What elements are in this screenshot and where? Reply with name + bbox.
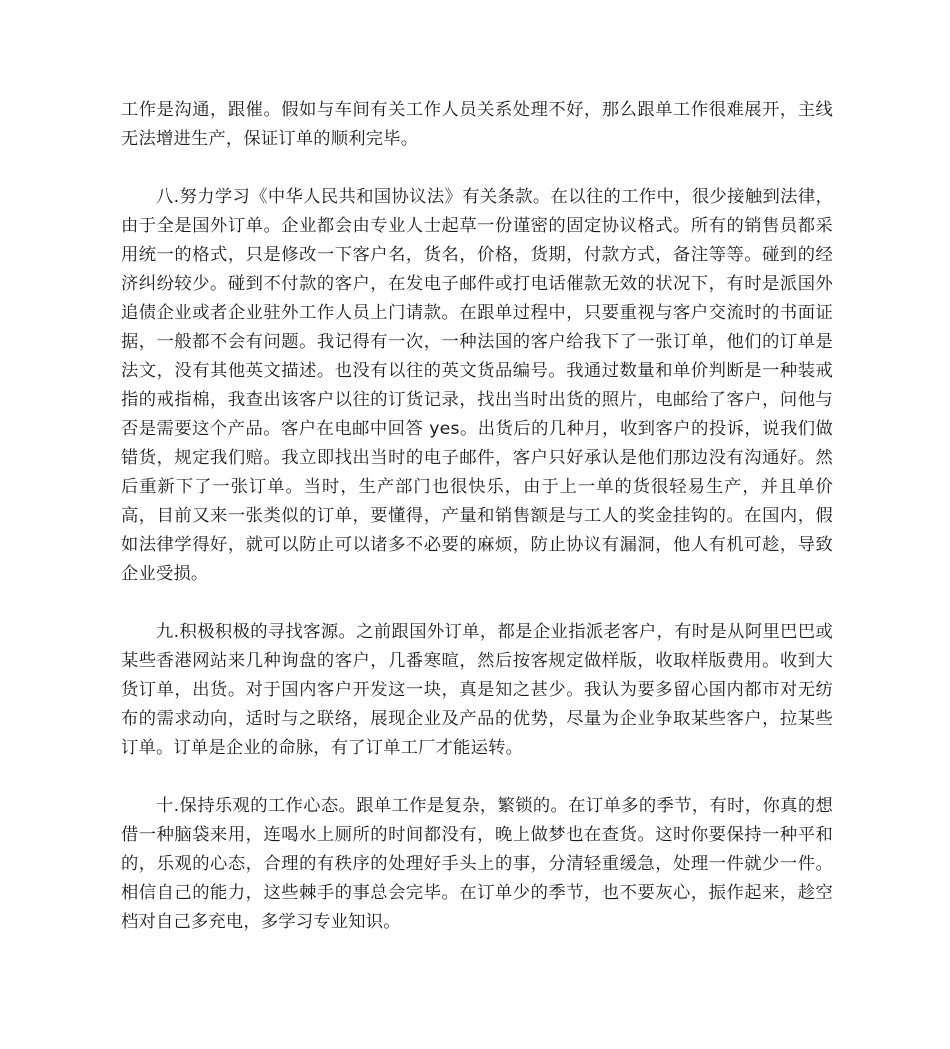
paragraph-item-10: 十.保持乐观的工作心态。跟单工作是复杂，繁锁的。在订单多的季节，有时，你真的想借一种脑袋来用，连喝水上厕所的时间都没有，晚上做梦也在查货。这时你要保持一种平和的，乐观的心态，合理的有秩序的处理好手头上的事，分清轻重缓急，处理一件就少一件。相信自己的能力，这些棘手的事总会完毕。在订单少的季节，也不要灰心，振作起来，趁空档对自己多充电，多学习专业知识。 — [121, 796, 833, 932]
paragraph-continuation: 工作是沟通，跟催。假如与车间有关工作人员关系处理不好，那么跟单工作很难展开，主线无法增进生产，保证订单的顺利完毕。 — [121, 100, 833, 149]
document-page — [121, 96, 833, 966]
paragraph-item-9: 九.积极积极的寻找客源。之前跟国外订单，都是企业指派老客户，有时是从阿里巴巴或某些香港网站来几种询盘的客户，几番寒暄，然后按客规定做样版，收取样版费用。收到大货订单，出货。对于国内客户开发这一块，真是知之甚少。我认为要多留心国内都市对无纺布的需求动向，适时与之联络，展现企业及产品的优势，尽量为企业争取某些客户，拉某些订单。订单是企业的命脉，有了订单工厂才能运转。 — [121, 622, 833, 758]
paragraph-item-8: 八.努力学习《中华人民共和国协议法》有关条款。在以往的工作中，很少接触到法律，由于全是国外订单。企业都会由专业人士起草一份谨密的固定协议格式。所有的销售员都采用统一的格式，只是修改一下客户名，货名，价格，货期，付款方式，备注等等。碰到的经济纠纷较少。碰到不付款的客户，在发电子邮件或打电话催款无效的状况下，有时是派国外追债企业或者企业驻外工作人员上门请款。在跟单过程中，只要重视与客户交流时的书面证据，一般都不会有问题。我记得有一次，一种法国的客户给我下了一张订单，他们的订单是法文，没有其他英文描述。也没有以往的英文货品编号。我通过数量和单价判断是一种装戒指的戒指棉，我查出该客户以往的订货记录，找出当时出货的照片，电邮给了客户，问他与否是需要这个产品。客户在电邮中回答 yes。出货后的几种月，收到客户的投诉，说我们做错货，规定我们赔。我立即找出当时的电子邮件，客户只好承认是他们那边没有沟通好。然后重新下了一张订单。当时，生产部门也很快乐，由于上一单的货很轻易生产，并且单价高，目前又来一张类似的订单，要懂得，产量和销售额是与工人的奖金挂钩的。在国内，假如法律学得好，就可以防止可以诸多不必要的麻烦，防止协议有漏洞，他人有机可趁，导致企业受损。 — [121, 187, 833, 584]
